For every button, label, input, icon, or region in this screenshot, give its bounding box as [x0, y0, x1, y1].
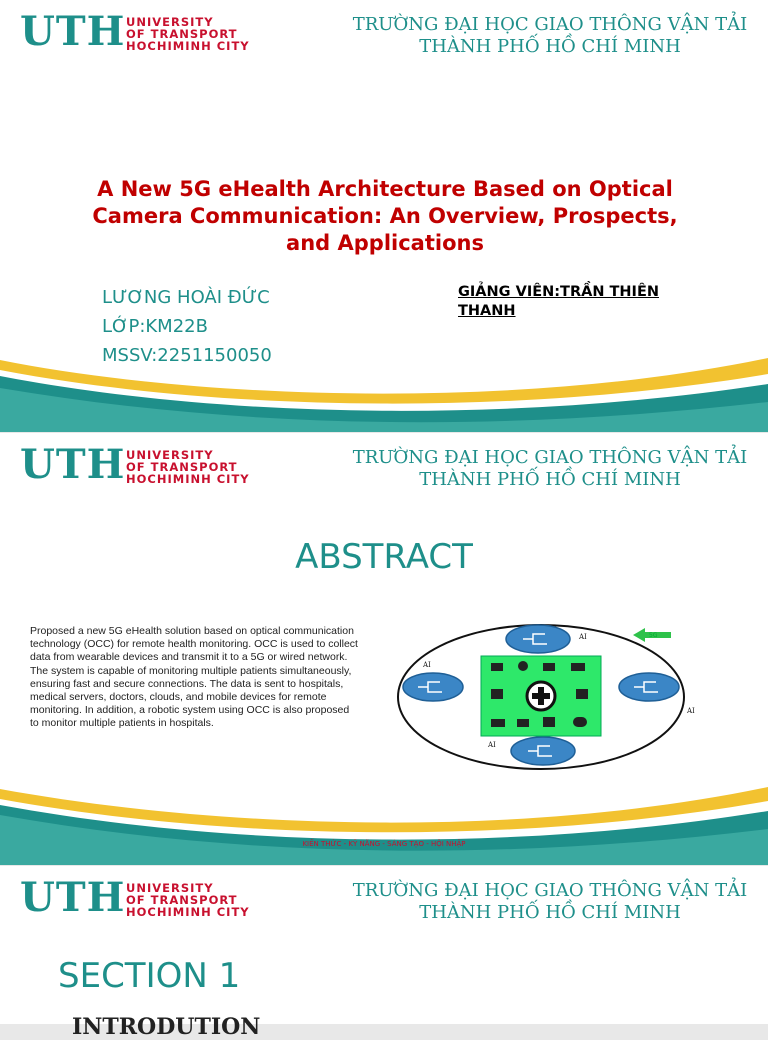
decorative-wave [0, 785, 768, 865]
student-id: MSSV:2251150050 [102, 345, 272, 366]
student-class: LỚP:KM22B [102, 316, 208, 337]
logo-text: UNIVERSITY OF TRANSPORT HOCHIMINH CITY [126, 15, 250, 53]
abstract-text: Proposed a new 5G eHealth solution based on optical communication technology (OCC) for remote health monitoring. OCC is used to collect data from wearable devices and transmit it to a 5G or wired network. The system is capable of monitoring multiple patients simultaneously, ensuring fast and secure connections. The data is sent to hospitals, medical servers, doctors, clouds, and mobile devices for remote monitoring. In addition, a robotic system using OCC is also proposed to monitor multiple patients in hospitals. [30, 625, 358, 730]
ai-label: AI [488, 741, 496, 749]
school-name: TRƯỜNG ĐẠI HỌC GIAO THÔNG VẬN TẢI THÀNH PHỐ HỒ CHÍ MINH [352, 447, 748, 490]
logo-text: UNIVERSITY OF TRANSPORT HOCHIMINH CITY [126, 881, 250, 919]
ai-label: AI [579, 633, 587, 641]
arrow-5g-icon [633, 628, 671, 642]
uth-logo [20, 874, 252, 921]
logo-mark: UTH [20, 8, 126, 55]
uth-logo [20, 8, 252, 55]
abstract-heading: ABSTRACT [295, 537, 473, 577]
ai-label: AI [423, 661, 431, 669]
logo-text: UNIVERSITY OF TRANSPORT HOCHIMINH CITY [126, 448, 250, 486]
section-heading: SECTION 1 [58, 956, 241, 996]
svg-text:5G: 5G [649, 632, 658, 639]
presentation-title: A New 5G eHealth Architecture Based on Optical Camera Communication: An Overview, Prospects, and Applications [92, 177, 678, 255]
school-name: TRƯỜNG ĐẠI HỌC GIAO THÔNG VẬN TẢI THÀNH PHỐ HỒ CHÍ MINH [352, 880, 748, 923]
slide-section [0, 866, 768, 1040]
school-name: TRƯỜNG ĐẠI HỌC GIAO THÔNG VẬN TẢI THÀNH PHỐ HỒ CHÍ MINH [352, 14, 748, 57]
decorative-wave [0, 352, 768, 432]
slide-abstract [0, 433, 768, 865]
logo-mark: UTH [20, 441, 126, 488]
slide-title [0, 0, 768, 432]
logo-mark: UTH [20, 874, 126, 921]
ehealth-diagram [393, 619, 701, 774]
lecturer: GIẢNG VIÊN:TRẦN THIÊN THANH [458, 284, 659, 319]
motto: KIẾN THỨC - KỸ NĂNG - SÁNG TẠO - HỘI NHẬP [302, 840, 466, 848]
uth-logo [20, 441, 252, 488]
student-name: LƯƠNG HOÀI ĐỨC [102, 287, 270, 308]
ai-label: AI [687, 707, 695, 715]
section-subheading: INTRODUTION [72, 1014, 261, 1040]
